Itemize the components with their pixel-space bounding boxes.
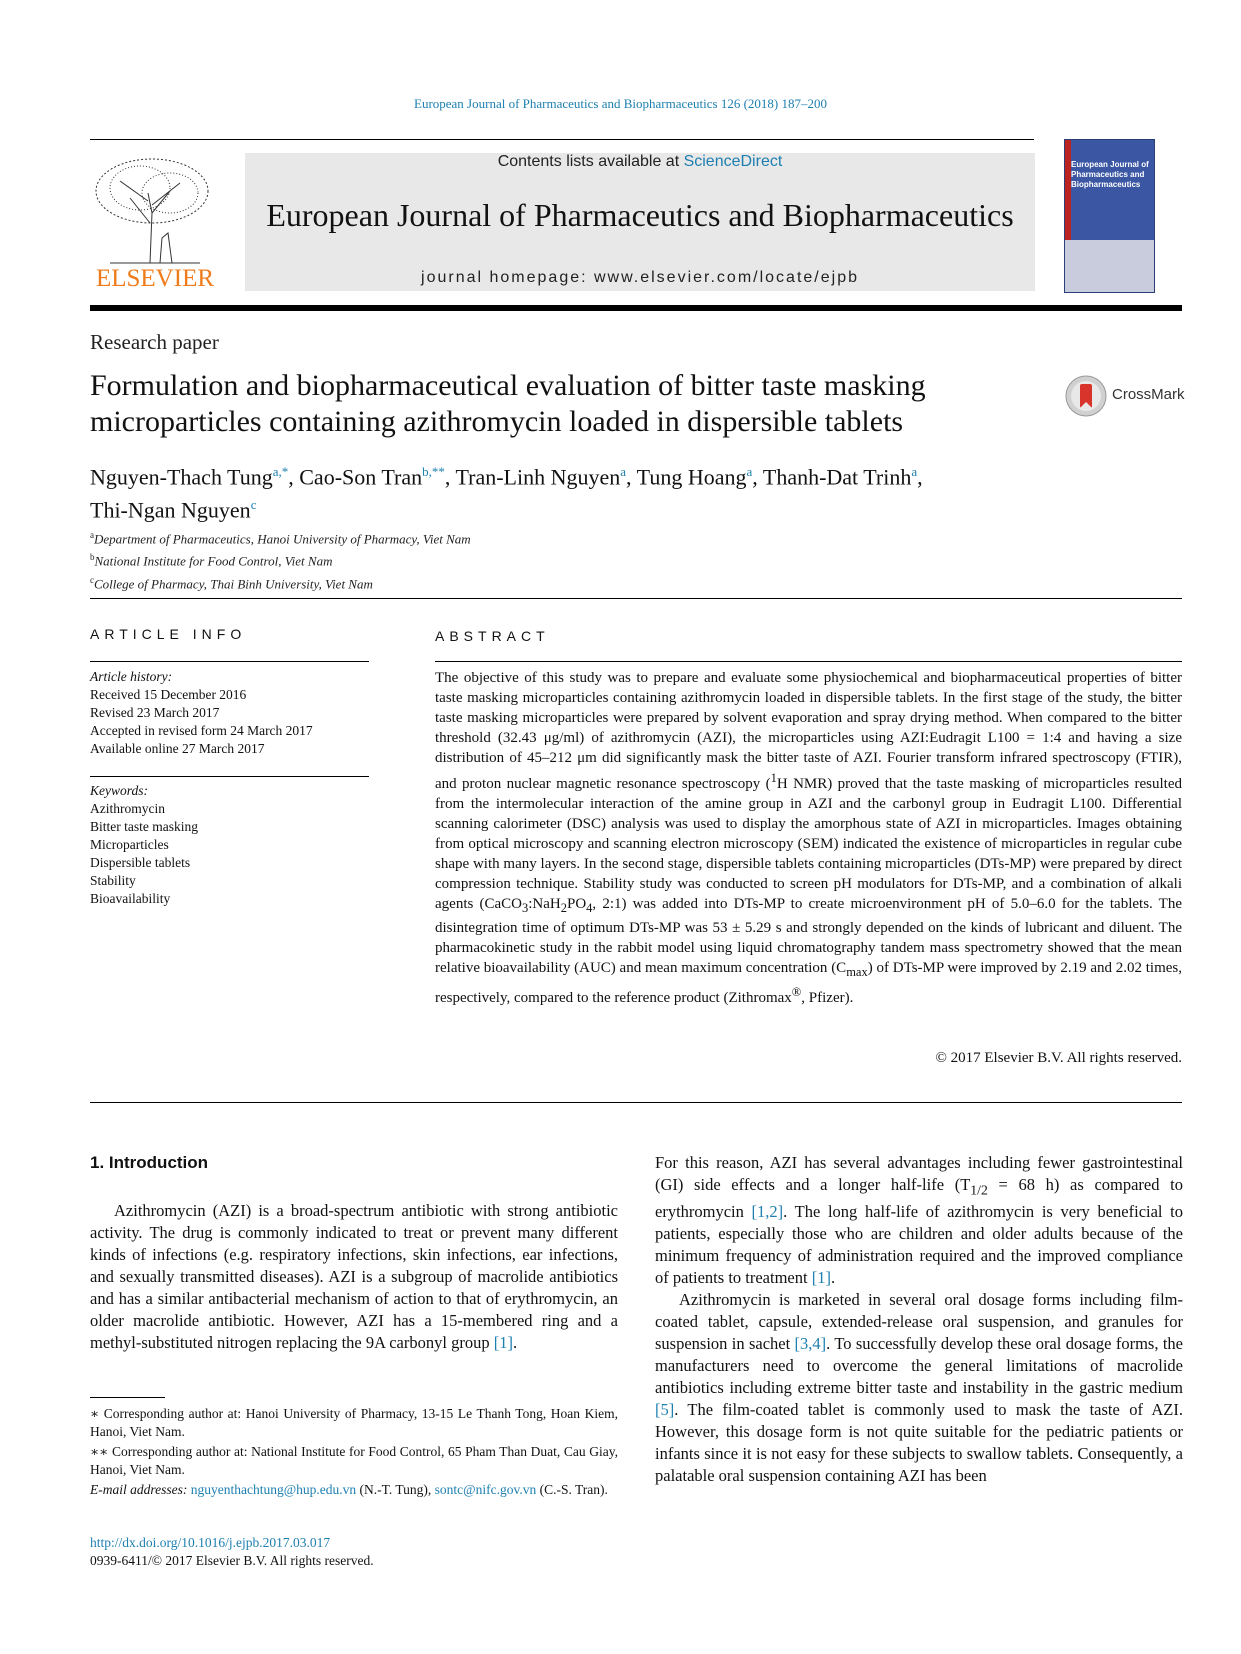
article-title: Formulation and biopharmaceutical evaluation of bitter taste masking microparticles containing azithromycin loaded in dispersible tablets xyxy=(90,369,926,438)
affiliation: $^a$Department of Pharmaceutics, Hanoi University of Pharmacy, Viet Nam xyxy=(90,530,471,547)
elsevier-logo xyxy=(90,153,220,293)
affiliation: $^c$College of Pharmacy, Thai Binh University, Viet Nam xyxy=(90,574,373,591)
reference-link[interactable]: [1,2] xyxy=(751,1202,784,1222)
keyword: Azithromycin xyxy=(90,801,165,816)
body-column-left xyxy=(90,1152,618,1354)
info-rule xyxy=(90,661,369,662)
author[interactable]: Tran-Linh Nguyen xyxy=(455,464,621,490)
email-link[interactable]: nguyenthachtung@hup.edu.vn xyxy=(190,1482,357,1497)
footnote-rule xyxy=(90,1397,165,1398)
author[interactable]: Nguyen-Thach Tung xyxy=(90,464,273,490)
info-rule xyxy=(90,776,369,777)
footnote-emails: E-mail addresses: nguyenthachtung@hup.edu.vn (N.-T. Tung), sontc@nifc.gov.vn (C.-S. Tran). xyxy=(90,1482,608,1497)
crossmark-button[interactable] xyxy=(1064,374,1184,418)
article-info-heading: ARTICLE INFO xyxy=(90,626,247,642)
author[interactable]: Thi-Ngan Nguyen xyxy=(90,497,251,523)
section-heading: 1. Introduction xyxy=(90,1153,209,1172)
abstract-rule xyxy=(435,661,1182,662)
publisher-name: ELSEVIER xyxy=(95,265,215,292)
body-paragraph: Azithromycin (AZI) is a broad-spectrum antibiotic with strong antibiotic activity. The drug is commonly indicated to treat or prevent many different kinds of infections (e.g. respiratory infections, skin infections, ear infections, and sexually transmitted diseases). AZI is a subgroup of macrolide antibiotics and has a similar antibacterial mechanism of action to that of erythromycin, an older macrolide antibiotic. However, AZI has a 15-membered ring and a methyl-substituted nitrogen replacing the 9A carbonyl group [1]. xyxy=(90,1201,618,1352)
history-item: Available online 27 March 2017 xyxy=(90,741,265,756)
keyword: Bioavailability xyxy=(90,891,171,906)
section-rule xyxy=(90,1102,1182,1103)
contents-line xyxy=(245,153,1035,171)
affiliation-list xyxy=(90,526,890,593)
abstract-heading: ABSTRACT xyxy=(435,628,550,644)
keywords xyxy=(90,782,370,908)
keywords-label: Keywords: xyxy=(90,783,148,798)
history-label: Article history: xyxy=(90,669,173,684)
author[interactable]: Cao-Son Tran xyxy=(299,464,423,490)
reference-link[interactable]: [1] xyxy=(493,1333,513,1352)
journal-title: European Journal of Pharmaceutics and Biopharmaceutics xyxy=(266,197,1014,233)
keyword: Stability xyxy=(90,873,136,888)
keyword: Bitter taste masking xyxy=(90,819,198,834)
history-item: Revised 23 March 2017 xyxy=(90,705,220,720)
doi-link[interactable]: http://dx.doi.org/10.1016/j.ejpb.2017.03.017 xyxy=(90,1535,331,1550)
article-history xyxy=(90,668,370,758)
reference-link[interactable]: [1] xyxy=(811,1268,831,1288)
reference-link[interactable]: [3,4] xyxy=(794,1334,827,1354)
crossmark-label: CrossMark xyxy=(1112,386,1185,403)
history-item: Accepted in revised form 24 March 2017 xyxy=(90,723,313,738)
footnotes xyxy=(90,1405,618,1501)
journal-masthead xyxy=(245,153,1035,291)
cover-title: European Journal of Pharmaceutics and Biopharmaceutics xyxy=(1071,160,1149,189)
keyword: Microparticles xyxy=(90,837,169,852)
history-item: Received 15 December 2016 xyxy=(90,687,247,702)
author-affil-marker[interactable]: a xyxy=(746,464,753,479)
section-rule xyxy=(90,598,1182,599)
author[interactable]: Thanh-Dat Trinh xyxy=(762,464,912,490)
sciencedirect-link[interactable]: ScienceDirect xyxy=(683,153,783,170)
author-affil-marker[interactable]: a,* xyxy=(272,464,289,479)
reference-link[interactable]: [5] xyxy=(655,1400,675,1420)
cover-lower-panel xyxy=(1065,240,1154,292)
footnote: ∗ Corresponding author at: Hanoi University of Pharmacy, 13-15 Le Thanh Tong, Hoan Kiem, Hanoi, Viet Nam. xyxy=(90,1406,618,1439)
affiliation: $^b$National Institute for Food Control, Viet Nam xyxy=(90,552,333,569)
header-rule xyxy=(90,139,1034,140)
crossmark-icon xyxy=(1064,374,1108,418)
journal-cover xyxy=(1064,139,1155,293)
email-link[interactable]: sontc@nifc.gov.vn xyxy=(434,1482,537,1497)
journal-homepage[interactable]: journal homepage: www.elsevier.com/locate/ejpb xyxy=(421,269,859,286)
header-thick-rule xyxy=(90,305,1182,311)
footnote: ∗∗ Corresponding author at: National Institute for Food Control, 65 Pham Than Duat, Cau Giay, Hanoi, Viet Nam. xyxy=(90,1444,618,1477)
author-affil-marker[interactable]: b,** xyxy=(422,464,445,479)
article-type: Research paper xyxy=(90,330,219,354)
journal-citation-link[interactable]: European Journal of Pharmaceutics and Biopharmaceutics 126 (2018) 187–200 xyxy=(414,96,827,111)
author-affil-marker[interactable]: a xyxy=(911,464,918,479)
body-paragraph: Azithromycin is marketed in several oral dosage forms including film-coated tablet, capsule, extended-release oral suspension, and granules for suspension in sachet [3,4]. To successfully develop these oral dosage forms, the manufacturers need to overcome the general limitations of macrolide antibiotics including extreme bitter taste and instability in the gastric medium [5]. The film-coated tablet is commonly used to mask the taste of AZI. However, this dosage form is not quite suitable for the pediatric patients or infants since it is not easy for these subjects to swallow tablets. Consequently, a palatable oral suspension containing AZI has been xyxy=(655,1290,1183,1486)
author-list: Nguyen-Thach Tung$^{a,*}$, Cao-Son Tran$^{b,**}$, Tran-Linh Nguyen$^a$, Tung Hoang$^a$, Thanh-Dat Trinh$^a$, Thi-Ngan Nguyen$^c$ xyxy=(90,464,923,523)
body-column-right xyxy=(655,1152,1183,1487)
body-paragraph: For this reason, AZI has several advantages including fewer gastrointestinal (GI) side effects and a longer half-life ($T_{1/2} = 68$ h) as compared to erythromycin [1,2]. The long half-life of azithromycin is very beneficial to patients, especially those who are children and older adults because of the minimum frequency of administration required and the improved compliance of patients to treatment [1]. xyxy=(655,1153,1183,1288)
keyword: Dispersible tablets xyxy=(90,855,191,870)
author-affil-marker[interactable]: a xyxy=(620,464,627,479)
abstract-text: The objective of this study was to prepare and evaluate some physiochemical and biopharmaceutical properties of bitter taste masking microparticles containing azithromycin loaded in dispersible tablets. In the first stage of the study, the bitter taste masking microparticles were prepared by solvent evaporation and spray drying method. When compared to the bitter threshold (32.43 μg/ml) of azithromycin (AZI), the microparticles using AZI:Eudragit L100 = 1:4 and having a size distribution of 45–212 μm did significantly mask the bitter taste of AZI. Fourier transform infrared spectroscopy (FTIR), and proton nuclear magnetic resonance spectroscopy ($^1$H NMR) proved that the taste masking of microparticles resulted from the intermolecular interaction of the amine group in AZI and the carbonyl group in Eudragit L100. Differential scanning calorimeter (DSC) analysis was used to display the amorphous state of AZI in microparticles. Images obtaining from optical microscopy and scanning electron microscopy (SEM) indicated the existence of microparticles in regular cube shape with many layers. In the second stage, dispersible tablets containing microparticles (DTs-MP) were prepared by direct compression technique. Stability study was conducted to screen pH modulators for DTs-MP, and a combination of alkali agents ($CaCO_3:NaH_2PO_4$, 2:1) was added into DTs-MP to create microenvironment pH of 5.0–6.0 for the tablets. The disintegration time of optimum DTs-MP was 53 ± 5.29 s and strongly depended on the kinds of lubricant and diluent. The pharmacokinetic study in the rabbit model using liquid chromatography tandem mass spectrometry showed that the mean relative bioavailability (AUC) and mean maximum concentration $(C_{max})$ of DTs-MP were improved by 2.19 and 2.02 times, respectively, compared to the reference product (Zithromax®, Pfizer). xyxy=(435,670,1183,1006)
contents-prefix: Contents lists available at xyxy=(497,153,684,170)
tree-icon xyxy=(90,153,220,265)
author[interactable]: Tung Hoang xyxy=(636,464,747,490)
abstract-copyright: © 2017 Elsevier B.V. All rights reserved. xyxy=(935,1050,1182,1066)
author-affil-marker[interactable]: c xyxy=(250,497,257,513)
issn-line: 0939-6411/© 2017 Elsevier B.V. All rights reserved. xyxy=(90,1553,374,1568)
